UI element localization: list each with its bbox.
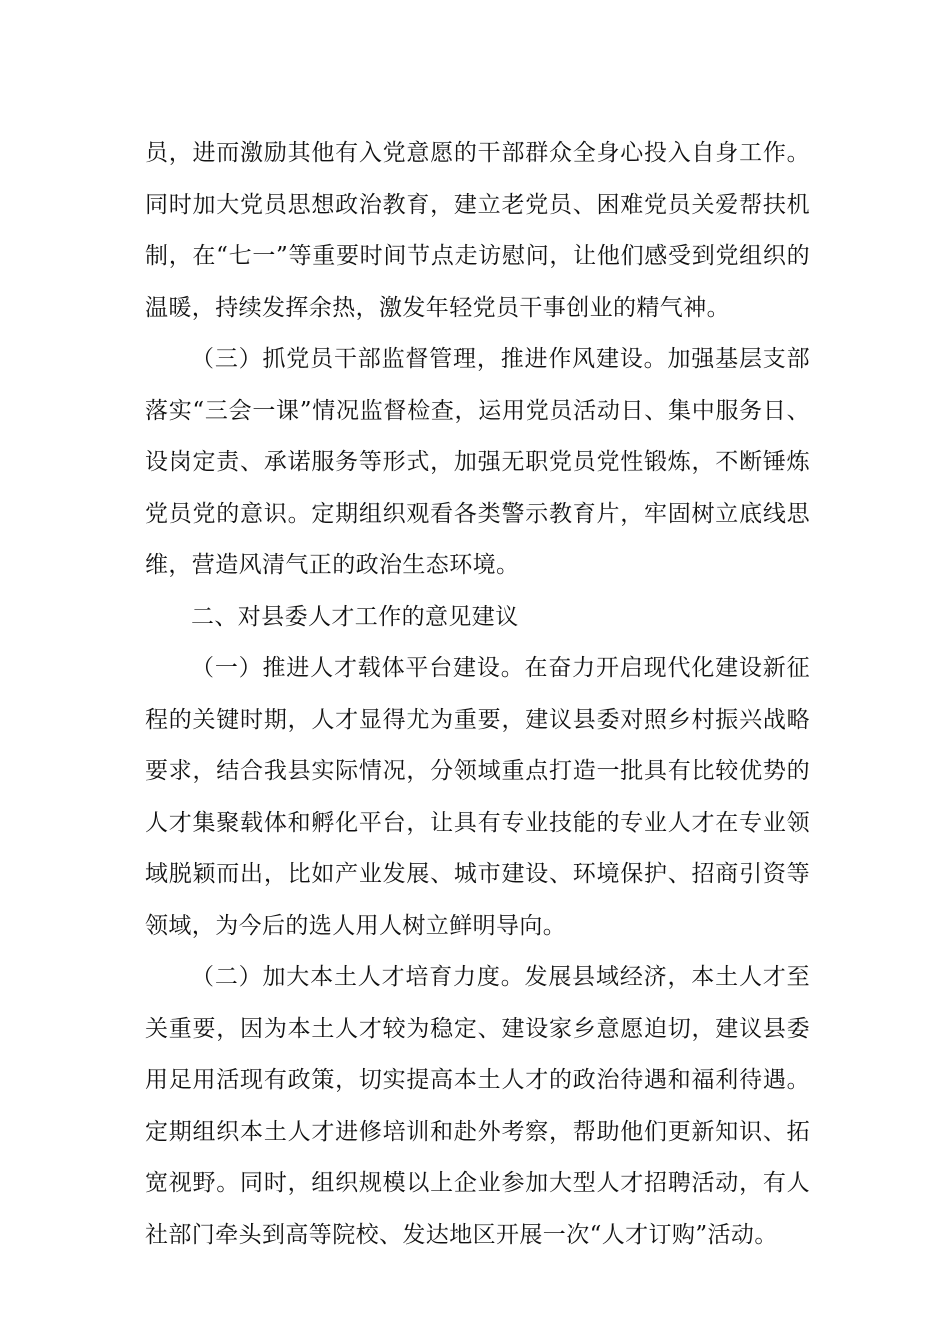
paragraph-continuation: 员，进而激励其他有入党意愿的干部群众全身心投入自身工作。同时加大党员思想政治教育，建立老党员、困难党员关爱帮扶机制，在“七一”等重要时间节点走访慰问，让他们感受到党组织的温暖，持续发挥余热，激发年轻党员干事创业的精气神。 [145,140,810,321]
document-body [145,128,810,1261]
paragraph-local-talent: （二）加大本土人才培育力度。发展县域经济，本土人才至关重要，因为本土人才较为稳定、建设家乡意愿迫切，建议县委用足用活现有政策，切实提高本土人才的政治待遇和福利待遇。定期组织本土人才进修培训和赴外考察，帮助他们更新知识、拓宽视野。同时，组织规模以上企业参加大型人才招聘活动，有人社部门牵头到高等院校、发达地区开展一次“人才订购”活动。 [145,964,810,1248]
paragraph-section-3: （三）抓党员干部监督管理，推进作风建设。加强基层支部落实“三会一课”情况监督检查，运用党员活动日、集中服务日、设岗定责、承诺服务等形式，加强无职党员党性锻炼，不断锤炼党员党的意识。定期组织观看各类警示教育片，牢固树立底线思维，营造风清气正的政治生态环境。 [145,346,810,578]
section-heading-talent-work: 二、对县委人才工作的意见建议 [191,603,519,630]
paragraph-talent-platform: （一）推进人才载体平台建设。在奋力开启现代化建设新征程的关键时期，人才显得尤为重要，建议县委对照乡村振兴战略要求，结合我县实际情况，分领域重点打造一批具有比较优势的人才集聚载体和孵化平台，让具有专业技能的专业人才在专业领域脱颖而出，比如产业发展、城市建设、环境保护、招商引资等领域，为今后的选人用人树立鲜明导向。 [145,655,810,939]
